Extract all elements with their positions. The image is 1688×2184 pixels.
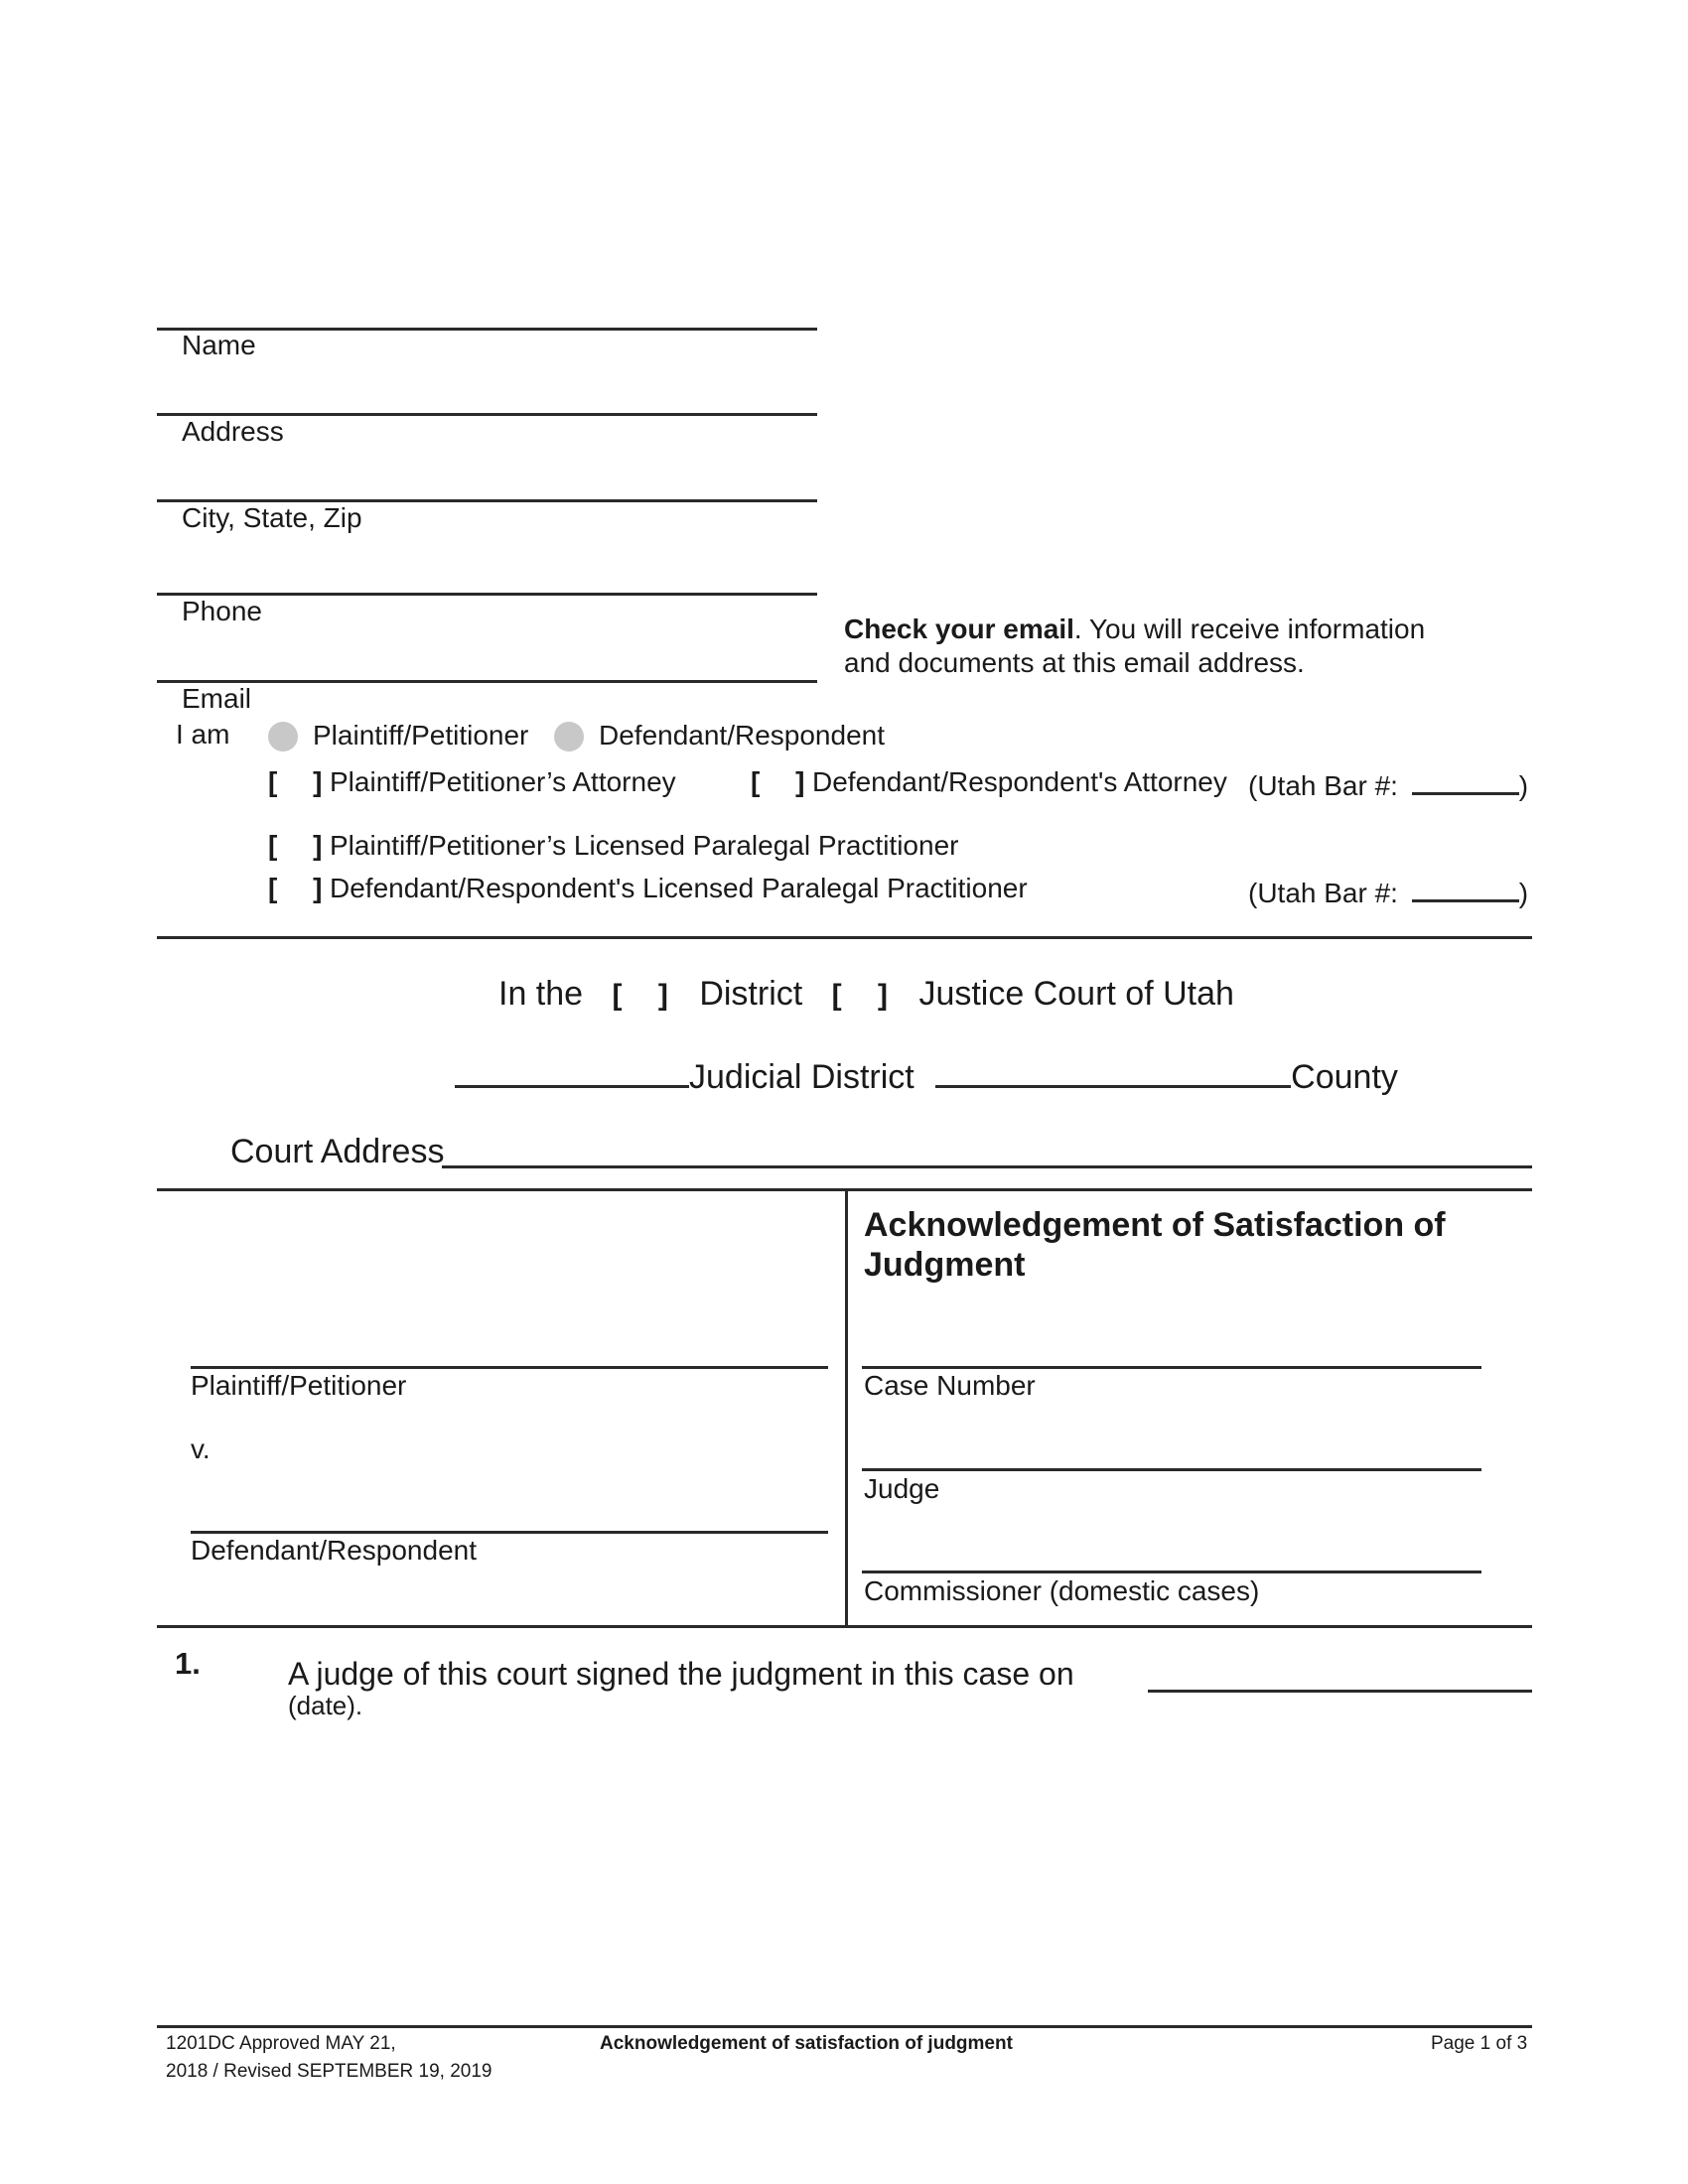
plaintiff-lpp-checkbox[interactable]: [ ] [268, 830, 337, 861]
i-am-label: I am [176, 719, 230, 750]
bar-number-1-field[interactable] [1412, 792, 1519, 795]
court-address-field[interactable] [442, 1165, 1532, 1168]
plaintiff-radio-label: Plaintiff/Petitioner [313, 720, 529, 751]
justice-checkbox[interactable]: [ ] [831, 979, 902, 1012]
defendant-lpp-checkbox[interactable]: [ ] [268, 873, 337, 903]
defendant-attorney-checkbox[interactable]: [ ] [751, 766, 819, 797]
form-number: 1201DC Approved MAY 21, [166, 2033, 396, 2054]
phone-label: Phone [182, 596, 262, 626]
county-field[interactable] [935, 1085, 1291, 1088]
judge-field[interactable] [862, 1468, 1481, 1471]
bar-number-1-close: ) [1518, 770, 1529, 801]
bar-number-2-label: (Utah Bar #: [1248, 878, 1398, 908]
defendant-attorney-label: Defendant/Respondent's Attorney [812, 766, 1227, 797]
bar-number-2-field[interactable] [1412, 899, 1519, 902]
email-field[interactable] [182, 639, 807, 675]
defendant-name-field[interactable] [191, 1531, 828, 1534]
item-number: 1. [175, 1646, 201, 1681]
caption-bottom-line [157, 1625, 1532, 1628]
justice-court-label: Justice Court of Utah [918, 975, 1234, 1013]
item-text: A judge of this court signed the judgment in this case on [288, 1656, 1074, 1692]
plaintiff-attorney-label: Plaintiff/Petitioner’s Attorney [330, 766, 676, 797]
in-the-label: In the [498, 975, 584, 1013]
email-note-bold: Check your email [844, 614, 1074, 644]
versus-label: v. [191, 1433, 211, 1464]
plaintiff-radio[interactable] [268, 722, 298, 751]
judge-label: Judge [864, 1473, 940, 1504]
defendant-lpp-label: Defendant/Respondent's Licensed Paralegal Practitioner [330, 873, 1028, 903]
bar-number-2 [1248, 878, 1528, 909]
commissioner-label: Commissioner (domestic cases) [864, 1575, 1260, 1606]
case-number-label: Case Number [864, 1370, 1036, 1401]
caption-defendant-label: Defendant/Respondent [191, 1535, 477, 1566]
address-label: Address [182, 416, 284, 447]
plaintiff-lpp-label: Plaintiff/Petitioner’s Licensed Paralegal Practitioner [330, 830, 959, 861]
city-state-zip-field[interactable] [182, 459, 807, 494]
judgment-date-field[interactable] [1148, 1690, 1532, 1693]
name-field[interactable] [182, 288, 807, 324]
judicial-district-line [455, 1057, 1398, 1097]
city-state-zip-label: City, State, Zip [182, 502, 362, 533]
caption-divider [845, 1189, 848, 1626]
bar-number-1-label: (Utah Bar #: [1248, 770, 1398, 801]
date-hint: (date). [288, 1691, 363, 1720]
email-note-rest: . You will receive information [1073, 614, 1426, 644]
phone-field[interactable] [182, 552, 807, 588]
footer-line [157, 2025, 1532, 2028]
caption-plaintiff-label: Plaintiff/Petitioner [191, 1370, 407, 1401]
defendant-radio-label: Defendant/Respondent [599, 720, 885, 751]
address-field[interactable] [182, 373, 807, 409]
email-line [157, 680, 817, 683]
bar-number-2-close: ) [1518, 878, 1529, 908]
county-label: County [1291, 1058, 1398, 1096]
form-revision: 2018 / Revised SEPTEMBER 19, 2019 [166, 2061, 492, 2082]
email-label: Email [182, 683, 252, 714]
name-label: Name [182, 330, 256, 360]
email-note-line2: and documents at this email address. [844, 647, 1305, 678]
bar-number-1 [1248, 770, 1528, 802]
plaintiff-attorney-checkbox[interactable]: [ ] [268, 766, 337, 797]
commissioner-field[interactable] [862, 1570, 1481, 1573]
district-label: District [699, 975, 803, 1013]
case-number-field[interactable] [862, 1366, 1481, 1369]
court-address-label: Court Address [230, 1133, 445, 1170]
page-number: Page 1 of 3 [1431, 2033, 1528, 2054]
name-line [157, 328, 817, 331]
footer-title: Acknowledgement of satisfaction of judgment [600, 2033, 1013, 2054]
defendant-radio[interactable] [554, 722, 584, 751]
email-note [844, 614, 1425, 645]
document-title: Acknowledgement of Satisfaction of Judgment [864, 1206, 1446, 1284]
plaintiff-name-field[interactable] [191, 1366, 828, 1369]
district-checkbox[interactable]: [ ] [612, 979, 682, 1012]
judicial-district-field[interactable] [455, 1085, 689, 1088]
judicial-district-label: Judicial District [689, 1058, 914, 1096]
court-line [498, 974, 1234, 1016]
section-divider-1 [157, 936, 1532, 939]
